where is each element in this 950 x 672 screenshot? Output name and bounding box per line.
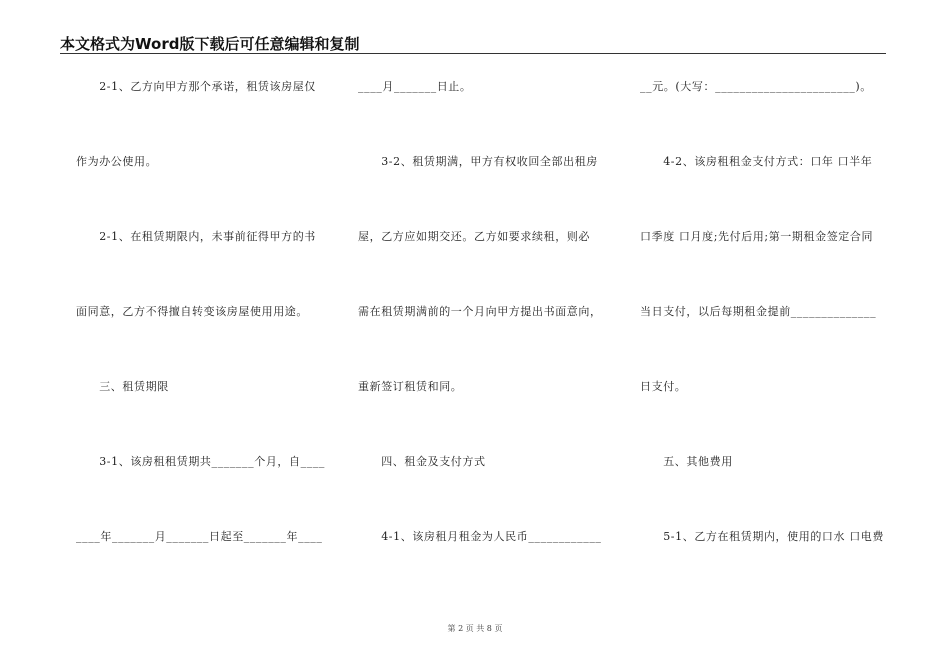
text-line: ____年_______月_______日起至_______年____ bbox=[76, 530, 323, 543]
text-column-2 bbox=[358, 79, 610, 604]
text-line: 口季度 口月度;先付后用;第一期租金签定合同 bbox=[640, 230, 874, 243]
text-line: 3-2、租赁期满，甲方有权收回全部出租房 bbox=[358, 155, 598, 168]
text-line: ____月_______日止。 bbox=[358, 80, 472, 93]
text-line: 4-1、该房租月租金为人民币____________ bbox=[358, 530, 602, 543]
text-line: 2-1、乙方向甲方那个承诺，租赁该房屋仅 bbox=[76, 80, 316, 93]
text-line: 5-1、乙方在租赁期内，使用的口水 口电费 bbox=[640, 530, 885, 543]
text-line: 2-1、在租赁期限内，未事前征得甲方的书 bbox=[76, 230, 316, 243]
text-column-1 bbox=[76, 79, 326, 604]
text-line: 当日支付，以后每期租金提前______________ bbox=[640, 305, 877, 318]
text-line: 需在租赁期满前的一个月向甲方提出书面意向， bbox=[358, 305, 602, 318]
text-line: 屋，乙方应如期交还。乙方如要求续租，则必 bbox=[358, 230, 590, 243]
text-line: 日支付。 bbox=[640, 380, 687, 393]
text-line: 4-2、该房租租金支付方式：口年 口半年 bbox=[640, 155, 873, 168]
text-line: 面同意，乙方不得擅自转变该房屋使用用途。 bbox=[76, 305, 308, 318]
section-heading: 三、租赁期限 bbox=[76, 380, 169, 393]
text-column-3 bbox=[640, 79, 888, 604]
header-divider bbox=[60, 53, 886, 54]
section-heading: 四、租金及支付方式 bbox=[358, 455, 486, 468]
text-line: __元。(大写：_______________________)。 bbox=[640, 80, 872, 93]
section-heading: 五、其他费用 bbox=[640, 455, 733, 468]
text-line: 3-1、该房租租赁期共_______个月，自____ bbox=[76, 455, 326, 468]
text-line: 作为办公使用。 bbox=[76, 155, 158, 168]
document-header-title: 本文格式为Word版下载后可任意编辑和复制 bbox=[60, 35, 360, 53]
text-line: 重新签订租赁和同。 bbox=[358, 380, 463, 393]
page-number: 第 2 页 共 8 页 bbox=[447, 624, 503, 633]
